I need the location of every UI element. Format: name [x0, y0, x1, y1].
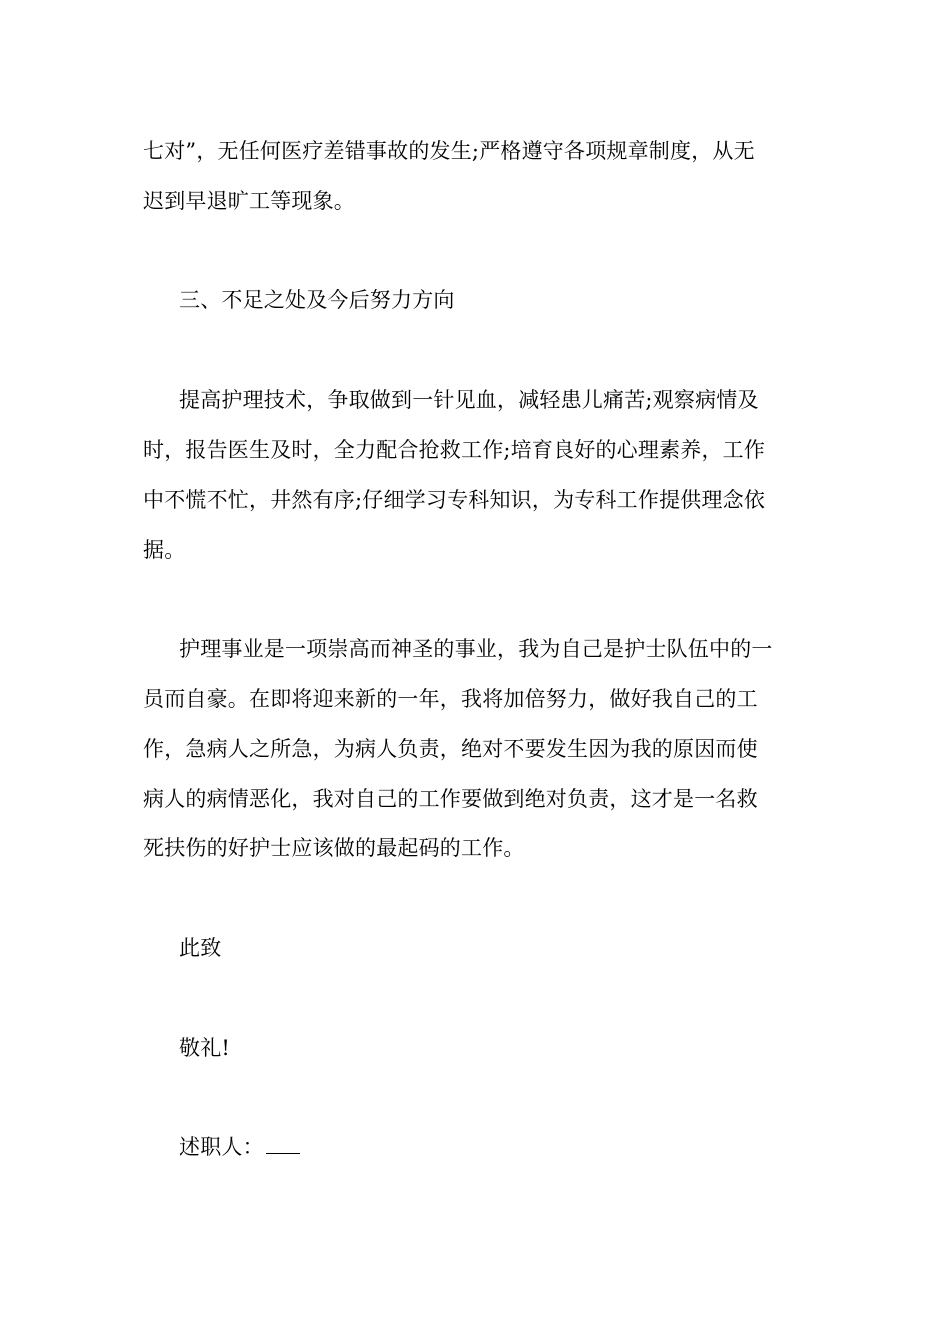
paragraph-3-line-5: 死扶伤的好护士应该做的最起码的工作。 [143, 836, 525, 860]
paragraph-2-line-3: 中不慌不忙，井然有序;仔细学习专科知识，为专科工作提供理念依 [143, 488, 766, 512]
paragraph-2-line-4: 据。 [143, 538, 186, 562]
signer-label: 述职人： [179, 1135, 264, 1159]
paragraph-3-line-1: 护理事业是一项崇高而神圣的事业，我为自己是护士队伍中的一 [179, 637, 773, 661]
closing-salutation: 此致 [179, 936, 222, 960]
signature-blank [266, 1135, 300, 1154]
paragraph-1-line-1: 七对”，无任何医疗差错事故的发生;严格遵守各项规章制度，从无 [143, 139, 755, 163]
closing-regards: 敬礼! [179, 1036, 231, 1060]
signer-line [179, 1135, 849, 1159]
paragraph-3-line-2: 员而自豪。在即将迎来新的一年，我将加倍努力，做好我自己的工 [143, 687, 758, 711]
paragraph-3-line-4: 病人的病情恶化，我对自己的工作要做到绝对负责，这才是一名救 [143, 787, 758, 811]
paragraph-3-line-3: 作，急病人之所急，为病人负责，绝对不要发生因为我的原因而使 [143, 737, 758, 761]
paragraph-2-line-1: 提高护理技术，争取做到一针见血，减轻患儿痛苦;观察病情及 [179, 388, 759, 412]
paragraph-1-line-2: 迟到早退旷工等现象。 [143, 189, 355, 213]
section-heading: 三、不足之处及今后努力方向 [179, 288, 455, 312]
paragraph-2-line-2: 时，报告医生及时，全力配合抢救工作;培育良好的心理素养，工作 [143, 438, 766, 462]
